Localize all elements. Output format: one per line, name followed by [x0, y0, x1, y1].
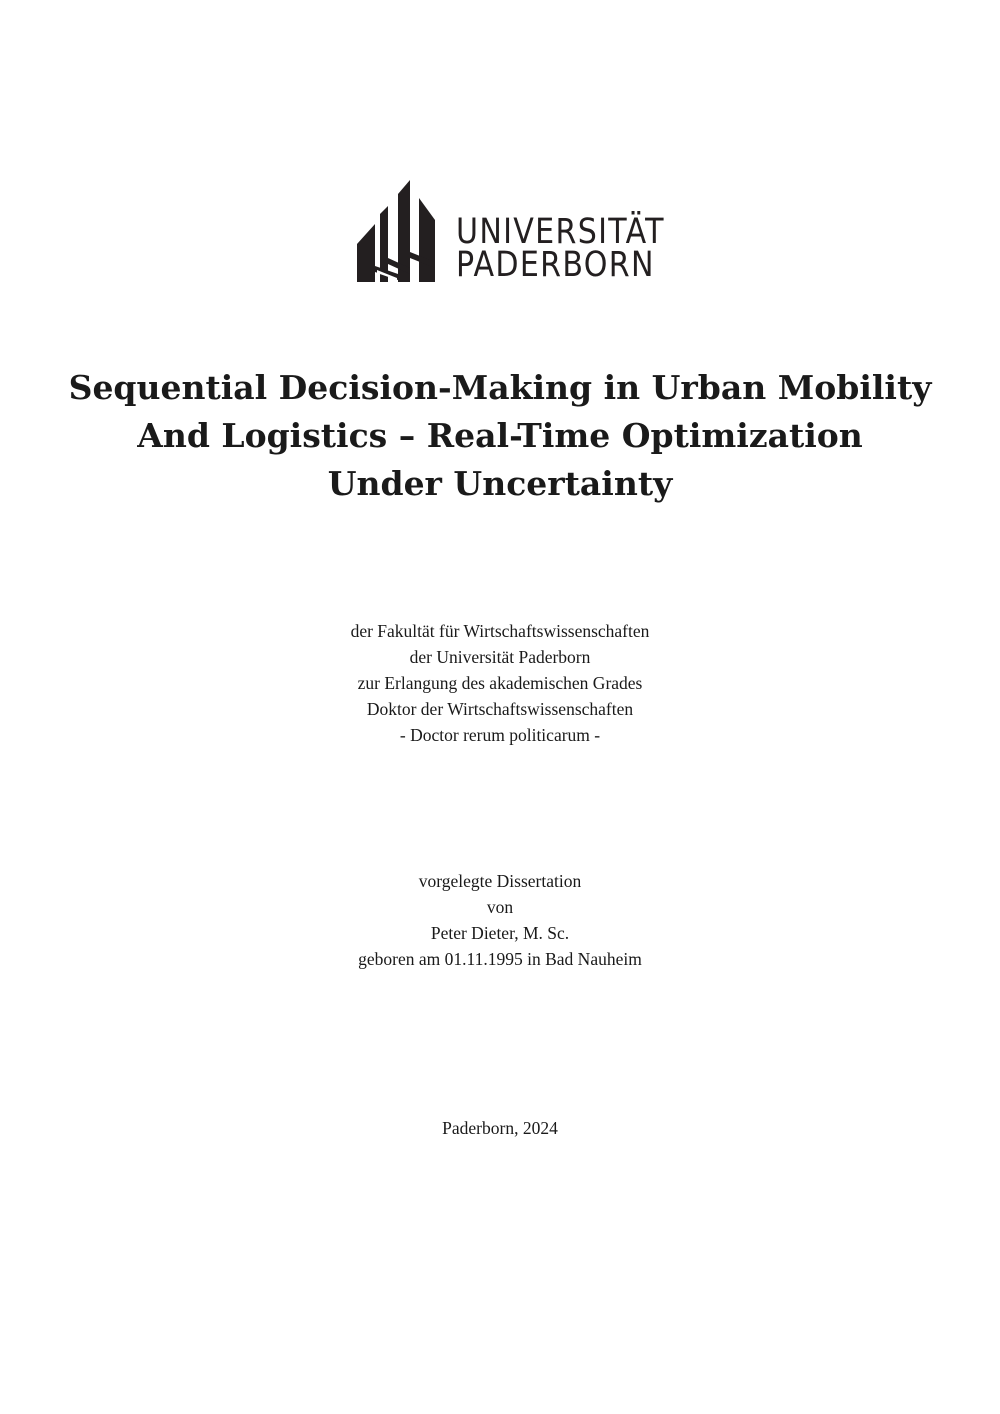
university-logo-mark-icon [357, 180, 439, 284]
faculty-line-1: der Fakultät für Wirtschaftswissenschaften [350, 621, 650, 641]
place-date-text: Paderborn, 2024 [442, 1118, 558, 1138]
faculty-block [200, 618, 800, 748]
title-line-1: Sequential Decision-Making in Urban Mobility [68, 368, 932, 407]
university-logo-wordmark [456, 212, 665, 285]
logo-line-2: PADERBORN [456, 245, 655, 285]
submission-line-1: vorgelegte Dissertation [418, 871, 582, 891]
faculty-line-5: - Doctor rerum politicarum - [399, 725, 601, 745]
university-logo [357, 180, 687, 284]
faculty-line-4: Doktor der Wirtschaftswissenschaften [366, 699, 634, 719]
dissertation-title [60, 364, 940, 508]
title-line-2: And Logistics – Real-Time Optimization [137, 416, 863, 455]
submission-line-2: von [486, 897, 514, 917]
author-name: Peter Dieter, M. Sc. [430, 923, 570, 943]
author-birth: geboren am 01.11.1995 in Bad Nauheim [358, 949, 642, 969]
logo-line-1: UNIVERSITÄT [456, 212, 665, 252]
faculty-line-2: der Universität Paderborn [409, 647, 591, 667]
submission-block [200, 868, 800, 972]
place-date [200, 1115, 800, 1141]
title-line-3: Under Uncertainty [327, 464, 673, 503]
faculty-line-3: zur Erlangung des akademischen Grades [357, 673, 643, 693]
